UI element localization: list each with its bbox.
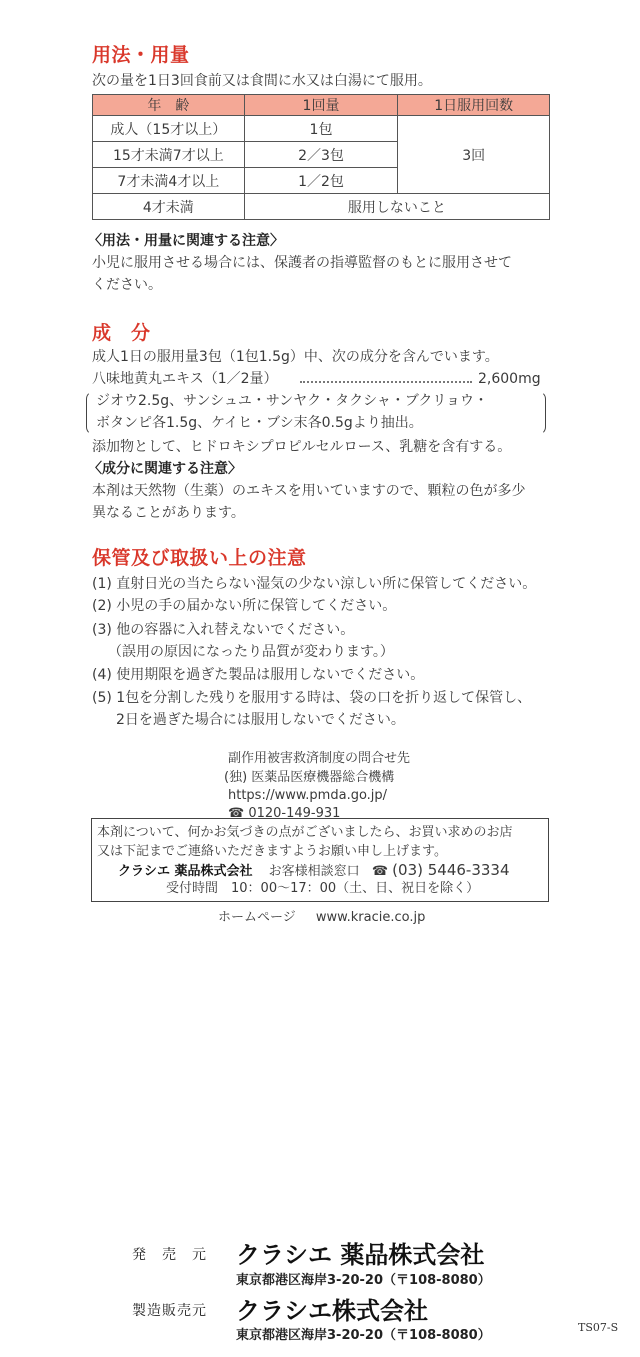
times-cell: 3回 [398,116,550,194]
table-header-row [93,95,550,116]
usage-note-heading: 〈用法・用量に関連する注意〉 [88,233,284,249]
usage-intro: 次の量を1日3回食前又は食間に水又は白湯にて服用。 [92,73,432,89]
seller-address: 東京都港区海岸3-20-20（〒108-8080） [236,1273,491,1288]
contact-line: 又は下記までご連絡いただきますようお願い申し上げます。 [97,844,447,859]
dose-cell: 服用しないこと [244,194,549,220]
ingredients-note-line: 本剤は天然物（生薬）のエキスを用いていますので、顆粒の色が多少 [92,483,526,499]
maker-address: 東京都港区海岸3-20-20（〒108-8080） [236,1328,491,1343]
storage-heading: 保管及び取扱い上の注意 [92,547,307,569]
storage-item: (4) 使用期限を過ぎた製品は服用しないでください。 [92,667,425,683]
contact-company-row [118,861,510,881]
leader-dots [300,381,472,383]
ingredients-heading: 成 分 [92,322,151,344]
extract-amount: 2,600mg [478,371,541,387]
table-row [93,116,550,142]
contact-window: お客様相談窓口 [268,864,360,879]
relief-title: 副作用被害救済制度の問合せ先 [228,751,411,766]
phone-icon: ☎ [371,864,389,879]
storage-item: (5) 1包を分割した残りを服用する時は、袋の口を折り返して保管し、 [92,690,532,706]
age-cell: 15才未満7才以上 [93,142,245,168]
document-code: TS07-S [578,1321,619,1334]
ingredients-note-heading: 〈成分に関連する注意〉 [88,461,242,477]
relief-phone: 0120-149-931 [248,806,341,821]
age-cell: 成人（15才以上） [93,116,245,142]
homepage-url[interactable]: www.kracie.co.jp [315,910,426,925]
storage-item: (1) 直射日光の当たらない湿気の少ない涼しい所に保管してください。 [92,576,537,592]
phone-icon: ☎ [228,806,245,821]
usage-heading: 用法・用量 [92,44,190,66]
storage-item: (3) 他の容器に入れ替えないでください。 [92,622,355,638]
maker-name: クラシエ株式会社 [236,1297,428,1325]
herbs-line: ジオウ2.5g、サンシュユ・サンヤク・タクシャ・ブクリョウ・ [96,393,488,409]
extract-name: 八味地黄丸エキス（1／2量） [92,371,278,387]
contact-phone: (03) 5446-3334 [392,861,510,879]
ingredients-note-line: 異なることがあります。 [92,505,245,521]
table-header: 1回量 [244,95,398,116]
contact-company: クラシエ 薬品株式会社 [118,864,253,879]
usage-note-line: 小児に服用させる場合には、保護者の指導監督のもとに服用させて [92,255,512,271]
dose-cell: 2／3包 [244,142,398,168]
usage-note-line: ください。 [92,277,162,293]
homepage-label: ホームページ [218,910,296,925]
seller-name: クラシエ 薬品株式会社 [236,1241,485,1269]
homepage-row [218,908,425,927]
dosage-table [92,94,550,220]
relief-org: (独) 医薬品医療機器総合機構 [224,770,395,785]
table-row [93,194,550,220]
storage-item: (2) 小児の手の届かない所に保管してください。 [92,598,397,614]
dose-cell: 1／2包 [244,168,398,194]
maker-role: 製造販売元 [132,1303,207,1319]
storage-item: （誤用の原因になったり品質が変わります。） [108,644,394,660]
contact-hours: 受付時間 10：00〜17：00（土、日、祝日を除く） [166,881,480,896]
contact-line: 本剤について、何かお気づきの点がございましたら、お買い求めのお店 [97,825,513,840]
table-header: 年 齢 [93,95,245,116]
herbs-line: ボタンピ各1.5g、ケイヒ・ブシ末各0.5gより抽出。 [96,415,423,431]
relief-url[interactable]: https://www.pmda.go.jp/ [228,788,388,803]
ingredients-intro: 成人1日の服用量3包（1包1.5g）中、次の成分を含んでいます。 [92,349,499,365]
age-cell: 4才未満 [93,194,245,220]
age-cell: 7才未満4才以上 [93,168,245,194]
additives-text: 添加物として、ヒドロキシプロピルセルロース、乳糖を含有する。 [92,439,512,455]
dose-cell: 1包 [244,116,398,142]
storage-item: 2日を過ぎた場合には服用しないでください。 [116,712,405,728]
seller-role: 発 売 元 [132,1247,207,1263]
table-header: 1日服用回数 [398,95,550,116]
